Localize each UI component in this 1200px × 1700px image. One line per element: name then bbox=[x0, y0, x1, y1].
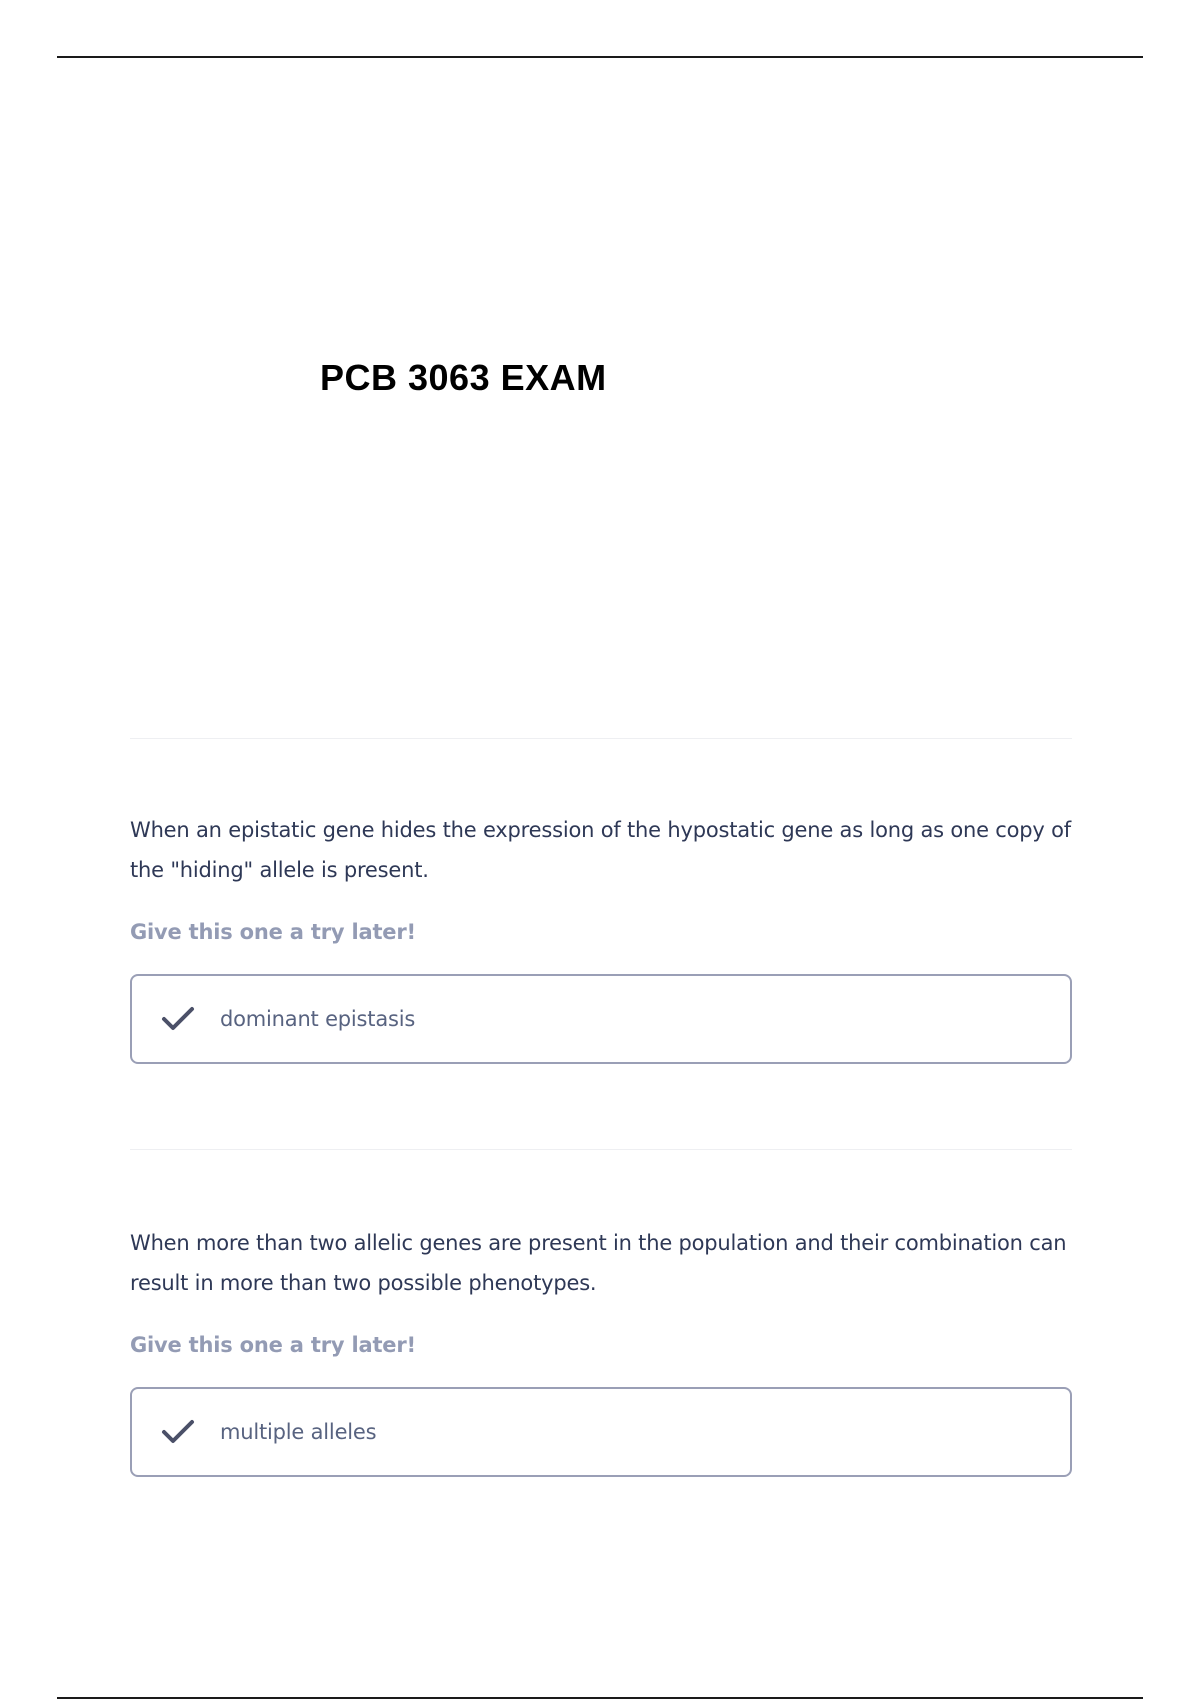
answer-text: multiple alleles bbox=[220, 1420, 377, 1444]
checkmark-icon bbox=[160, 1001, 196, 1037]
footer-rule bbox=[57, 1697, 1143, 1699]
answer-option[interactable] bbox=[130, 1387, 1072, 1477]
flashcard bbox=[130, 810, 1072, 1064]
term-text: When an epistatic gene hides the expression of the hypostatic gene as long as one copy of the "hiding" allele is present. bbox=[130, 818, 1071, 882]
try-later-prompt: Give this one a try later! bbox=[130, 920, 416, 944]
header-rule bbox=[57, 56, 1143, 58]
card-divider bbox=[130, 1149, 1072, 1150]
term-text: When more than two allelic genes are present in the population and their combination can result in more than two possible phenotypes. bbox=[130, 1231, 1067, 1295]
flashcard bbox=[130, 1223, 1072, 1477]
document-title: PCB 3063 EXAM bbox=[320, 357, 607, 398]
answer-text: dominant epistasis bbox=[220, 1007, 416, 1031]
try-later-prompt: Give this one a try later! bbox=[130, 1333, 416, 1357]
checkmark-icon bbox=[160, 1414, 196, 1450]
card-divider bbox=[130, 738, 1072, 739]
answer-option[interactable] bbox=[130, 974, 1072, 1064]
